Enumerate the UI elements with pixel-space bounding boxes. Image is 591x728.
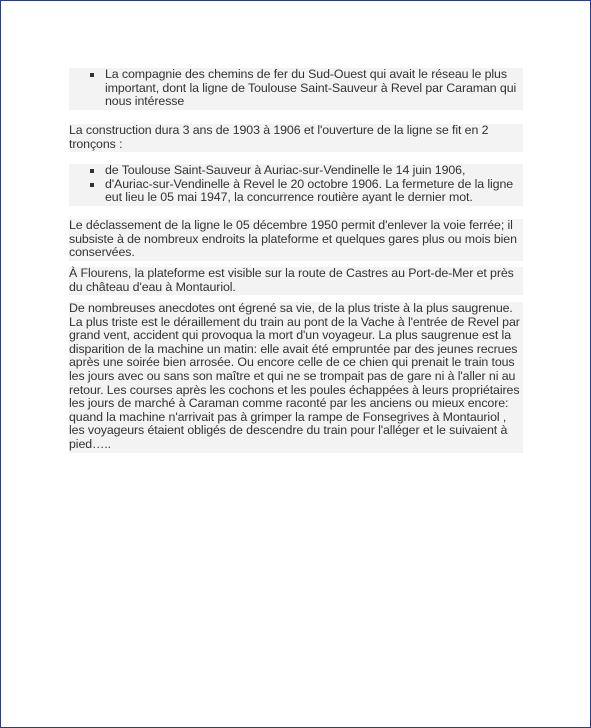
paragraph-text: À Flourens, la plateforme est visible sur la route de Castres au Port-de-Mer et près du château d'eau à Montauriol. <box>69 266 514 294</box>
list-block-2 <box>69 164 523 206</box>
paragraph-text: Le déclassement de la ligne le 05 décembre 1950 permit d'enlever la voie ferrée; il subsiste à de nombreux endroits la plateforme et quelques gares plus ou mois bien conservées. <box>69 218 517 260</box>
list-item: La compagnie des chemins de fer du Sud-Ouest qui avait le réseau le plus important, dont la ligne de Toulouse Saint-Sauveur à Revel par Caraman qui nous intéresse <box>69 68 523 109</box>
paragraph-text: La construction dura 3 ans de 1903 à 1906 et l'ouverture de la ligne se fit en 2 tronçons : <box>69 123 489 151</box>
paragraph-declassement <box>69 219 523 261</box>
bullet-list-sections <box>69 164 523 205</box>
paragraph-flourens <box>69 267 523 295</box>
list-item: de Toulouse Saint-Sauveur à Auriac-sur-Vendinelle le 14 juin 1906, <box>69 164 523 178</box>
list-item: d'Auriac-sur-Vendinelle à Revel le 20 octobre 1906. La fermeture de la ligne eut lieu le 05 mai 1947, la concurrence routière ayant le dernier mot. <box>69 178 523 205</box>
paragraph-anecdotes <box>69 302 523 453</box>
list-block-1 <box>69 68 523 110</box>
paragraph-text: De nombreuses anecdotes ont égrené sa vie, de la plus triste à la plus saugrenue. La plus triste est le déraillement du train au pont de la Vache à l'entrée de Revel par grand vent, accident qui provoqua la mort d'un voyageur. La plus saugrenue est la disparition de la machine un matin: elle avait été empruntée par des jeunes recrues après une soirée bien arrosée. Ou encore celle de ce chien qui prenait le train tous les jours avec ou sans son maître et qui ne se trompait pas de gare ni à l'aller ni au retour. Les courses après les cochons et les poules échappées à leurs propriétaires les jours de marché à Caraman comme raconté par les anciens ou mieux encore: quand la machine n'arrivait pas à grimper la rampe de Fonsegrives à Montauriol , les voyageurs étaient obligés de descendre du train pour l'alléger et le suivaient à pied….. <box>69 301 520 451</box>
bullet-list-companies <box>69 68 523 109</box>
paragraph-construction <box>69 124 523 152</box>
